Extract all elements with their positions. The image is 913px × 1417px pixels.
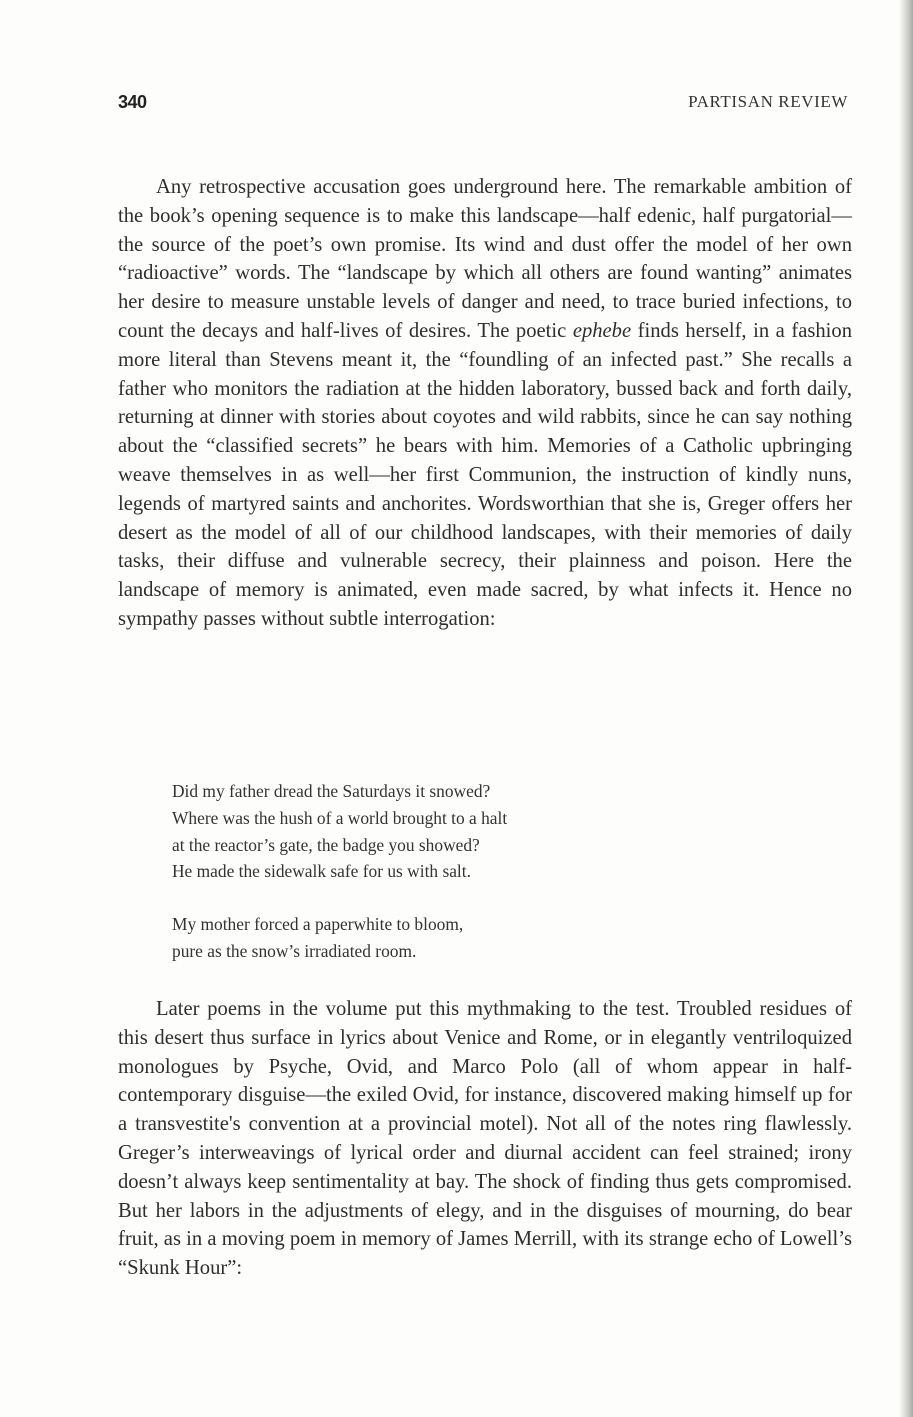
- journal-title: PARTISAN REVIEW: [688, 92, 848, 111]
- body-paragraph-2: [118, 995, 852, 1283]
- running-head: [118, 92, 848, 120]
- poem-line: Did my father dread the Saturdays it snowed?: [172, 781, 491, 801]
- poem-stanza-1: [172, 778, 772, 885]
- poem-line: Where was the hush of a world brought to a halt: [172, 807, 508, 828]
- poem-line: He made the sidewalk safe for us with salt.: [172, 861, 471, 882]
- poem-stanza-2: [172, 911, 772, 965]
- paragraph-segment: Any retrospective accusation goes underground here. The remarkable ambition of the book’s opening sequence is to make this landscape—half edenic, half purgatorial—the source of the poet’s own promise. Its wind and dust offer the model of her own “radioactive” words. The “landscape by which all others are found wanting” animates her desire to measure unstable levels of danger and need, to trace buried infections, to count the decays and half-lives of desires. The poetic: [118, 176, 852, 342]
- poem-line: pure as the snow’s irradiated room.: [172, 940, 417, 961]
- poem-quotation: [172, 778, 772, 991]
- paragraph-segment: finds herself, in a fashion more literal than Stevens meant it, the “foundling of an infected past.” She recalls a father who monitors the radiation at the hidden laboratory, bussed back and forth daily, returning at dinner with stories about coyotes and wild rabbits, since he can say nothing about the “classified secrets” he bears with him. Memories of a Catholic upbringing weave themselves in as well—her first Communion, the instruction of kindly nuns, legends of martyred saints and anchorites. Wordsworthian that she is, Greger offers her desert as the model of all of our childhood landscapes, with their memories of daily tasks, their diffuse and vulnerable secrecy, their plainness and poison. Here the landscape of memory is animated, even made sacred, by what infects it. Hence no sympathy passes without subtle interrogation:: [118, 319, 852, 630]
- poem-line: My mother forced a paperwhite to bloom,: [172, 914, 464, 935]
- italic-term: ephebe: [572, 319, 632, 342]
- paragraph-text: [118, 173, 852, 634]
- page-number: 340: [118, 92, 147, 112]
- page-edge-shadow: [899, 0, 913, 1417]
- paragraph-segment: Later poems in the volume put this mythmaking to the test. Troubled residues of this desert thus surface in lyrics about Venice and Rome, or in elegantly ventriloquized monologues by Psyche, Ovid, and Marco Polo (all of whom appear in half-contemporary disguise—the exiled Ovid, for instance, discovered making himself up for a transvestite's convention at a provincial motel). Not all of the notes ring flawlessly. Greger’s interweavings of lyrical order and diurnal accident can feel strained; irony doesn’t always keep sentimentality at bay. The shock of finding thus gets compromised. But her labors in the adjustments of elegy, and in the disguises of mourning, do bear fruit, as in a moving poem in memory of James Merrill, with its strange echo of Lowell’s “Skunk Hour”:: [118, 998, 852, 1280]
- poem-line: at the reactor’s gate, the badge you showed?: [172, 834, 480, 855]
- paragraph-text: [118, 995, 852, 1283]
- body-paragraph-1: [118, 173, 852, 634]
